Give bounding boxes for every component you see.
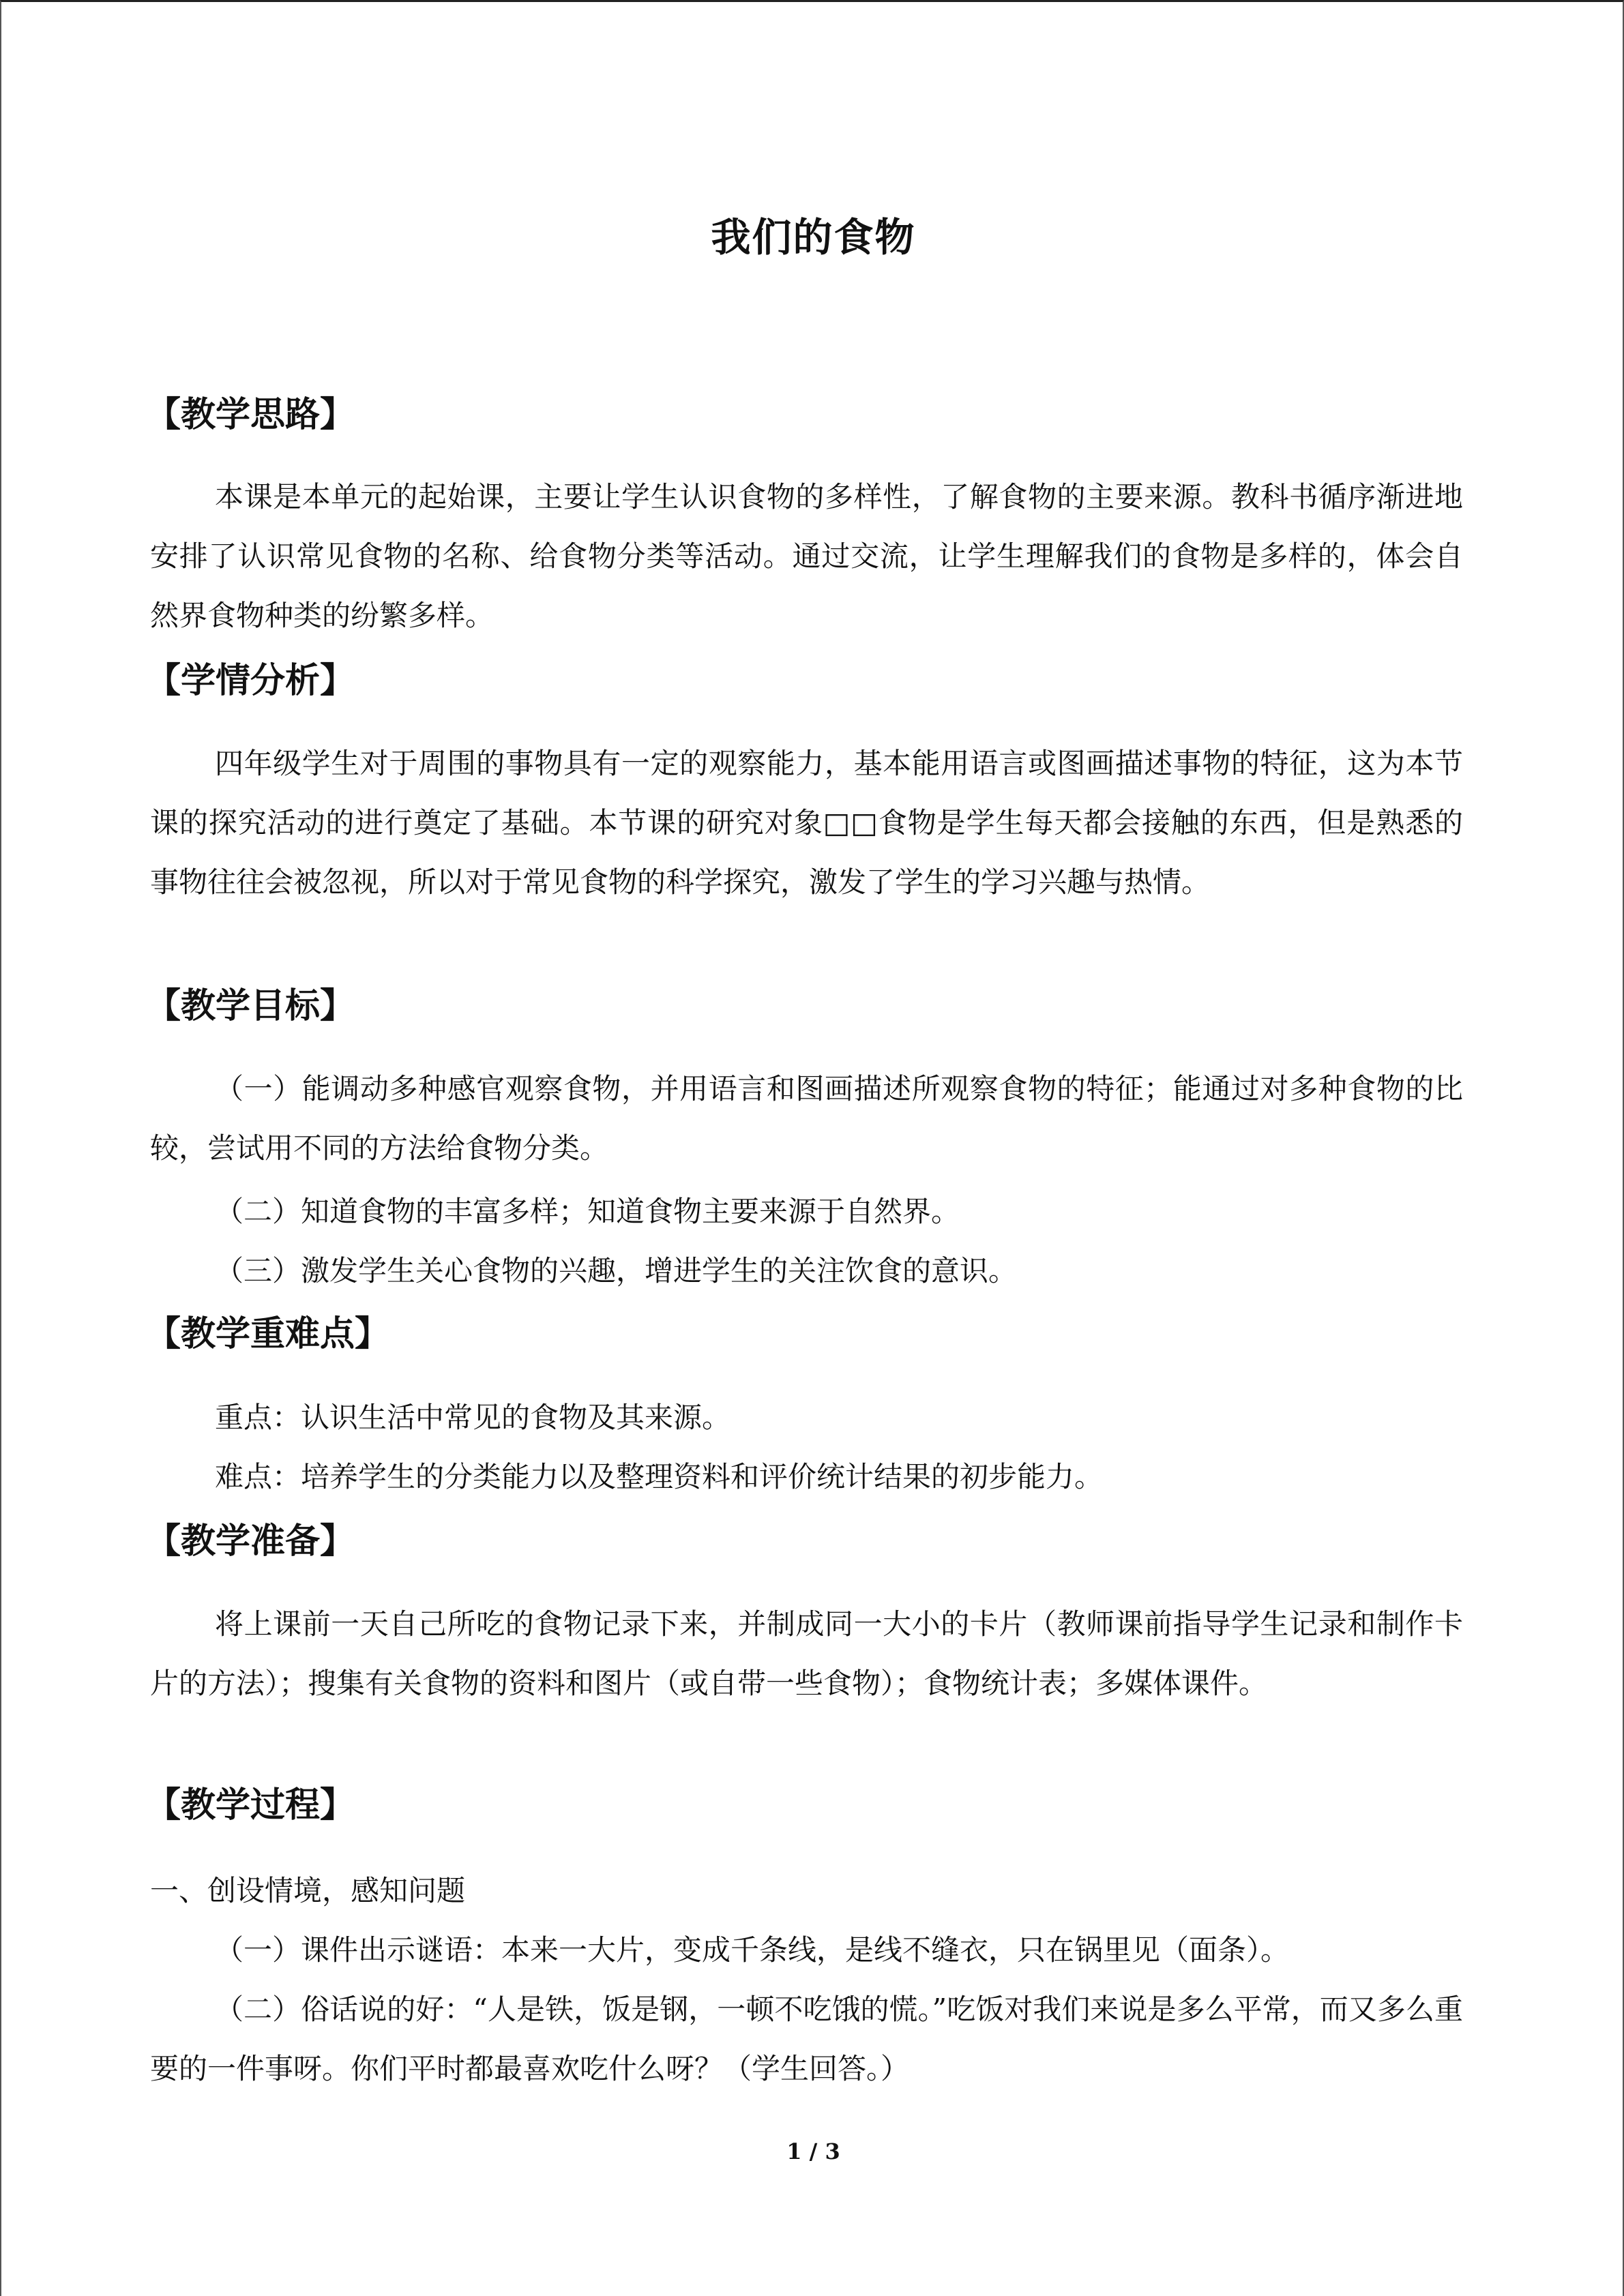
section-heading-preparation: 【教学准备】 xyxy=(146,1521,355,1562)
goal-item: （一）能调动多种感官观察食物，并用语言和图画描述所观察食物的特征；能通过对多种食物的比较，尝试用不同的方法给食物分类。 xyxy=(150,1072,1463,1165)
process-item: （一）课件出示谜语：本来一大片，变成千条线，是线不缝衣，只在锅里见（面条）。 xyxy=(215,1933,1290,1967)
section-heading-key-points: 【教学重难点】 xyxy=(146,1314,390,1354)
section-heading-process: 【教学过程】 xyxy=(146,1785,355,1825)
page-number: 1 / 3 xyxy=(786,2138,840,2164)
goal-item: （三）激发学生关心食物的兴趣，增进学生的关注饮食的意识。 xyxy=(215,1254,1018,1287)
process-step-title: 一、创设情境，感知问题 xyxy=(150,1874,466,1907)
goal-item: （二）知道食物的丰富多样；知道食物主要来源于自然界。 xyxy=(215,1195,960,1228)
section-heading-thinking: 【教学思路】 xyxy=(146,395,355,435)
key-point-item: 难点：培养学生的分类能力以及整理资料和评价统计结果的初步能力。 xyxy=(215,1460,1104,1493)
section-heading-goals: 【教学目标】 xyxy=(146,986,355,1026)
section-body-preparation: 将上课前一天自己所吃的食物记录下来，并制成同一大小的卡片（教师课前指导学生记录和制作卡片的方法）；搜集有关食物的资料和图片（或自带一些食物）；食物统计表；多媒体课件。 xyxy=(150,1607,1463,1700)
section-body-analysis: 四年级学生对于周围的事物具有一定的观察能力，基本能用语言或图画描述事物的特征，这为本节课的探究活动的进行奠定了基础。本节课的研究对象□□食物是学生每天都会接触的东西，但是熟悉的事物往往会被忽视，所以对于常见食物的科学探究，激发了学生的学习兴趣与热情。 xyxy=(150,747,1463,899)
key-point-item: 重点：认识生活中常见的食物及其来源。 xyxy=(215,1401,731,1434)
process-item: （二）俗话说的好：“人是铁，饭是钢，一顿不吃饿的慌。”吃饭对我们来说是多么平常，而又多么重要的一件事呀。你们平时都最喜欢吃什么呀？（学生回答。） xyxy=(150,1993,1463,2085)
section-heading-analysis: 【学情分析】 xyxy=(146,661,355,701)
section-body-thinking: 本课是本单元的起始课，主要让学生认识食物的多样性，了解食物的主要来源。教科书循序渐进地安排了认识常见食物的名称、给食物分类等活动。通过交流，让学生理解我们的食物是多样的，体会自然界食物种类的纷繁多样。 xyxy=(150,480,1463,632)
document-title: 我们的食物 xyxy=(711,214,916,260)
